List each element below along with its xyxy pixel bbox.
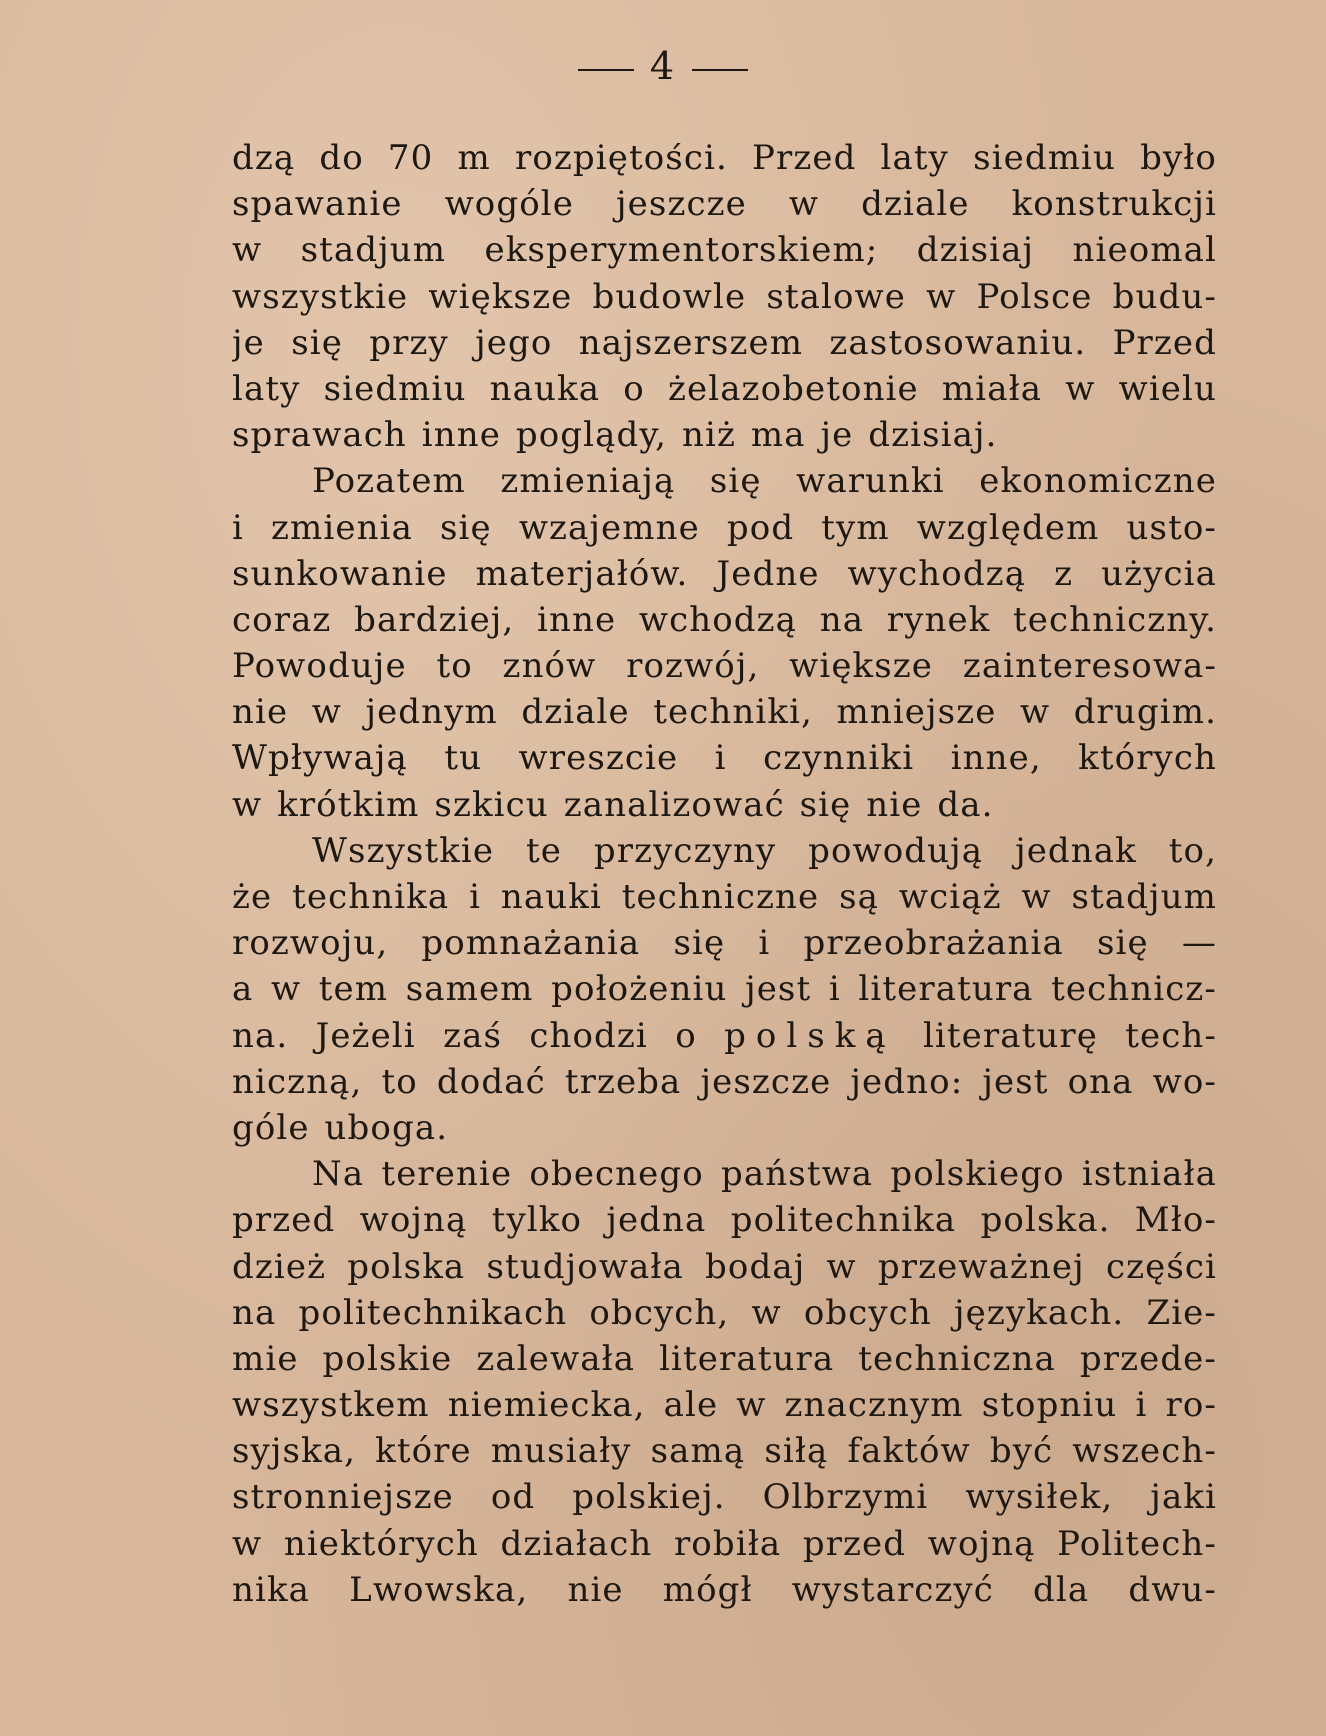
text-line: w niektórych działach robiła przed wojną Politech- [232,1523,1217,1564]
text-line: laty siedmiu nauka o żelazobetonie miała w wielu [232,368,1217,409]
text-line-with-spaced-word [232,1013,1217,1059]
text-line: góle uboga. [232,1107,449,1148]
text-line: stronniejsze od polskiej. Olbrzymi wysiłek, jaki [232,1477,1217,1518]
page-number [0,44,1326,88]
spaced-emphasis-word: polską [724,1015,896,1056]
text-line: sprawach inne poglądy, niż ma je dzisiaj. [232,415,998,456]
text-line: a w tem samem położeniu jest i literatura technicz- [232,969,1217,1010]
body-text [232,135,1217,1613]
page-number-right-dash [692,69,748,71]
text-line: w krótkim szkicu zanalizować się nie da. [232,784,994,825]
text-line: Pozatem zmieniają się warunki ekonomiczne [312,461,1217,502]
text-line: Wszystkie te przyczyny powodują jednak to, [312,830,1217,871]
text-line: wszystkem niemiecka, ale w znacznym stopniu i ro- [232,1385,1217,1426]
text-line: syjska, które musiały samą siłą faktów być wszech- [232,1431,1217,1472]
text-fragment: literaturę tech- [922,1015,1217,1056]
text-line: rozwoju, pomnażania się i przeobrażania się — [232,923,1217,964]
text-line: coraz bardziej, inne wchodzą na rynek techniczny. [232,599,1217,640]
text-line: spawanie wogóle jeszcze w dziale konstrukcji [232,184,1217,225]
text-line: nie w jednym dziale techniki, mniejsze w drugim. [232,692,1217,733]
text-line: Na terenie obecnego państwa polskiego istniała [312,1154,1217,1195]
text-line: przed wojną tylko jedna politechnika polska. Mło- [232,1200,1217,1241]
text-line: że technika i nauki techniczne są wciąż w stadjum [232,877,1217,917]
text-line: dzą do 70 m rozpiętości. Przed laty siedmiu było [232,138,1217,178]
text-line: dzież polska studjowała bodaj w przeważnej części [232,1246,1217,1287]
text-line: niczną, to dodać trzeba jeszcze jedno: jest ona wo- [232,1061,1217,1102]
text-line: i zmienia się wzajemne pod tym względem usto- [232,507,1217,548]
page-number-value: 4 [649,44,677,88]
page-number-left-dash [578,69,634,71]
text-line: Wpływają tu wreszcie i czynniki inne, których [232,738,1217,779]
text-fragment: na. Jeżeli zaś chodzi o [232,1015,697,1056]
text-line: na politechnikach obcych, w obcych językach. Zie- [232,1292,1217,1333]
text-line: nika Lwowska, nie mógł wystarczyć dla dwu- [232,1569,1217,1610]
text-line: sunkowanie materjałów. Jedne wychodzą z użycia [232,553,1217,594]
text-line: w stadjum eksperymentorskiem; dzisiaj nieomal [232,230,1217,271]
text-line: Powoduje to znów rozwój, większe zainteresowa- [232,646,1217,687]
text-line: je się przy jego najszerszem zastosowaniu. Przed [232,322,1217,363]
text-line: mie polskie zalewała literatura techniczna przede- [232,1338,1217,1379]
text-line: wszystkie większe budowle stalowe w Polsce budu- [232,276,1217,317]
